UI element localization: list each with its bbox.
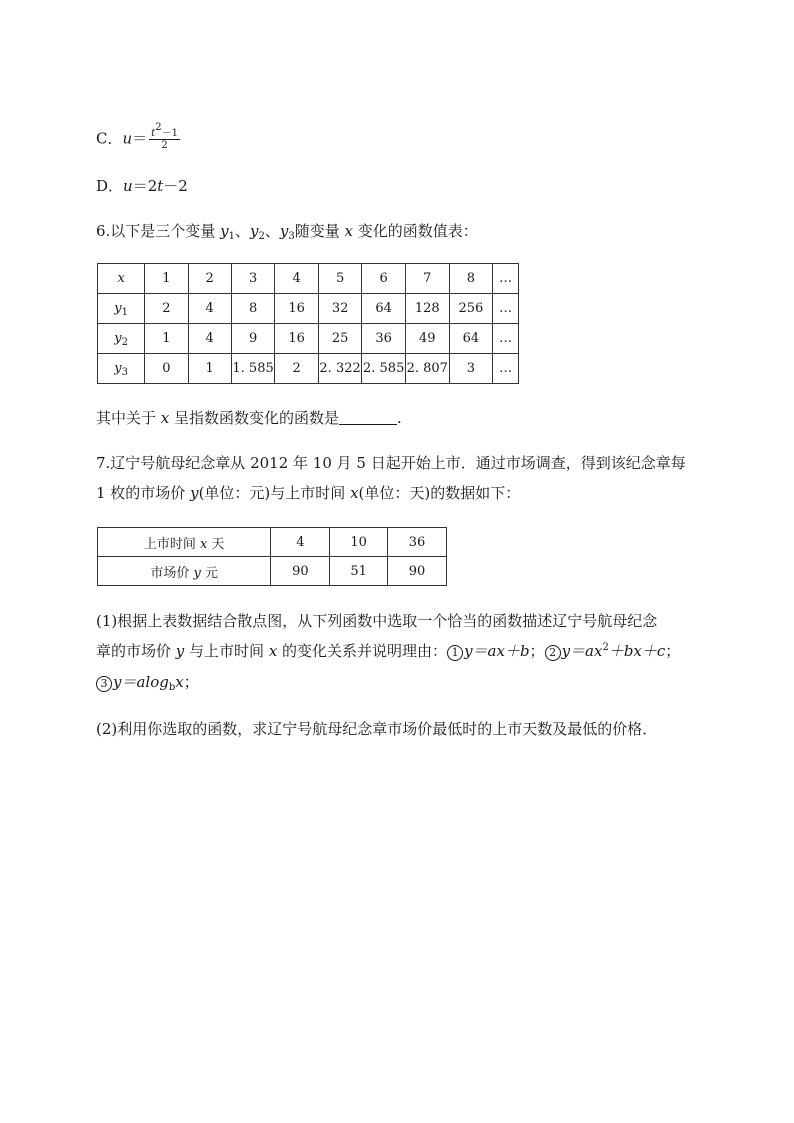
- q6-table-cell: 3: [449, 354, 493, 384]
- q6-table-cell: …: [493, 264, 519, 294]
- q7-p1-c: 的变化关系并说明理由：: [277, 642, 448, 660]
- q7-line2-a: 1 枚的市场价: [96, 484, 191, 502]
- q6-table-cell: 1: [145, 264, 188, 294]
- q6-table-row: [98, 264, 519, 294]
- q6-table-row-header: [98, 354, 145, 384]
- q7-table-row-time: [98, 528, 447, 557]
- q6-row-header-var: y: [114, 331, 122, 346]
- q6-y3-sub: 3: [288, 231, 295, 242]
- q6-function-table: [97, 263, 519, 384]
- q6-sep1: 、: [234, 222, 250, 240]
- q6-table-cell: …: [493, 354, 519, 384]
- q7-table-header-time: [98, 528, 271, 557]
- q6-y1-sub: 1: [228, 231, 235, 242]
- q6-table-row-header: [98, 324, 145, 354]
- q6-table-cell: 32: [318, 294, 362, 324]
- q6-table-cell: 128: [405, 294, 449, 324]
- q7-header-time-post: 天: [207, 536, 225, 552]
- q6-table-cell: 1. 585: [231, 354, 275, 384]
- q7-p1-x: x: [268, 642, 278, 660]
- q7-header-time-pre: 上市时间: [143, 536, 201, 552]
- q7-function-2-exp: 2: [602, 642, 609, 653]
- q6-answer-end: .: [397, 409, 402, 427]
- q6-table-cell: 2. 585: [362, 354, 406, 384]
- q6-y2-sub: 2: [258, 231, 265, 242]
- q6-table-cell: 4: [188, 324, 231, 354]
- q6-answer-prefix: 其中关于: [96, 409, 161, 427]
- q6-x: x: [344, 222, 353, 240]
- q7-part2: (2)利用你选取的函数，求辽宁号航母纪念章市场价最低时的上市天数及最低的价格．: [96, 720, 658, 738]
- q7-table-cell: 90: [271, 557, 330, 586]
- option-c: [96, 122, 180, 151]
- option-c-denominator: 2: [161, 140, 168, 151]
- q7-sep-2: ；: [665, 642, 681, 660]
- q6-row-header-var: x: [117, 271, 125, 286]
- q6-table-cell: 2: [145, 294, 188, 324]
- q6-table-cell: 8: [449, 264, 493, 294]
- q7-p1-b: 与上市时间: [184, 642, 269, 660]
- q6-y2-base: y: [249, 222, 259, 240]
- q7-line2-c: (单位：天)的数据如下：: [358, 484, 521, 502]
- q6-y3-base: y: [279, 222, 289, 240]
- q7-function-3-sub: b: [168, 682, 176, 693]
- q6-table-cell: 6: [362, 264, 406, 294]
- q6-answer-blank[interactable]: [339, 410, 397, 425]
- option-c-var: u: [122, 129, 133, 148]
- q6-table-row-header: [98, 264, 145, 294]
- q7-table-cell: 4: [271, 528, 330, 557]
- q6-table-cell: …: [493, 294, 519, 324]
- q7-line2-x: x: [350, 484, 359, 502]
- q6-table-cell: 64: [449, 324, 493, 354]
- q7-function-1: y＝ax＋b: [464, 642, 530, 660]
- q6-table-cell: 8: [231, 294, 275, 324]
- q6-table-row: [98, 354, 519, 384]
- q6-table-cell: 1: [145, 324, 188, 354]
- q7-function-3-end: ；: [183, 673, 199, 691]
- option-d-var: u: [123, 177, 133, 195]
- option-c-eq: ＝: [132, 129, 148, 148]
- q6-prompt: [96, 221, 478, 241]
- q7-line1: 7.辽宁号航母纪念章从 2012 年 10 月 5 日起开始上市．通过市场调查，得到该纪念章每: [96, 454, 686, 472]
- q6-table-cell: 64: [362, 294, 406, 324]
- q7-part1-line3: [96, 672, 199, 692]
- option-c-label: C．: [96, 129, 123, 148]
- q6-table-cell: 7: [405, 264, 449, 294]
- q6-table-cell: 49: [405, 324, 449, 354]
- q6-table-cell: 2. 322: [318, 354, 362, 384]
- q7-table-cell: 51: [330, 557, 388, 586]
- q6-table-cell: 5: [318, 264, 362, 294]
- q7-sep-1: ；: [529, 642, 545, 660]
- circled-number-3: 3: [96, 676, 112, 692]
- option-c-numerator: [149, 122, 180, 140]
- q6-answer-line: [96, 408, 402, 428]
- q7-line2-y: y: [190, 484, 199, 502]
- q6-table-cell: 256: [449, 294, 493, 324]
- q7-function-2-a: y＝ax: [561, 642, 603, 660]
- q6-table-cell: 9: [231, 324, 275, 354]
- q6-table-row: [98, 294, 519, 324]
- option-d-label: D．: [96, 177, 124, 195]
- q6-table-cell: 16: [275, 294, 318, 324]
- q6-table-row: [98, 324, 519, 354]
- q6-table-cell: 2: [275, 354, 318, 384]
- q6-table-cell: 16: [275, 324, 318, 354]
- q7-line2: [96, 483, 520, 503]
- q7-header-price-pre: 市场价: [150, 565, 194, 581]
- q6-table-cell: 2. 807: [405, 354, 449, 384]
- option-d-eq: ＝2: [132, 177, 158, 195]
- q7-table-cell: 10: [330, 528, 388, 557]
- q6-answer-suffix: 呈指数函数变化的函数是: [169, 409, 340, 427]
- q7-header-time-var: x: [200, 536, 208, 552]
- q7-function-2-b: ＋bx＋c: [608, 642, 666, 660]
- q7-line2-b: (单位：元)与上市时间: [198, 484, 351, 502]
- q6-sep2: 、: [264, 222, 280, 240]
- q6-table-cell: 36: [362, 324, 406, 354]
- q7-function-3-b: x: [175, 673, 184, 691]
- q7-table-cell: 36: [388, 528, 447, 557]
- q6-table-cell: …: [493, 324, 519, 354]
- option-d: [96, 176, 188, 196]
- q6-suffix: 变化的函数值表：: [352, 222, 478, 240]
- q7-function-3-a: y＝alog: [113, 673, 169, 691]
- q6-table-cell: 1: [188, 354, 231, 384]
- option-c-num-base: t: [151, 128, 156, 139]
- q7-p1-a: 章的市场价: [96, 642, 176, 660]
- circled-number-2: 2: [545, 645, 561, 661]
- option-d-rest: －2: [163, 177, 188, 195]
- q7-table-cell: 90: [388, 557, 447, 586]
- q7-header-price-var: y: [193, 565, 201, 581]
- q7-price-table: [97, 527, 447, 586]
- q6-prefix: 6.以下是三个变量: [96, 222, 221, 240]
- q6-y1-base: y: [220, 222, 229, 240]
- q6-row-header-var: y: [114, 361, 122, 376]
- q6-row-header-var: y: [114, 301, 122, 316]
- q7-part1-line2: [96, 641, 680, 661]
- q7-table-header-price: [98, 557, 271, 586]
- q6-mid: 随变量: [294, 222, 345, 240]
- q6-row-header-sub: 3: [121, 367, 128, 378]
- option-d-var-t: t: [157, 177, 164, 195]
- q6-table-cell: 2: [188, 264, 231, 294]
- q6-table-row-header: [98, 294, 145, 324]
- q6-table-cell: 0: [145, 354, 188, 384]
- q7-table-row-price: [98, 557, 447, 586]
- q6-table-cell: 4: [275, 264, 318, 294]
- q6-row-header-sub: 1: [121, 307, 128, 318]
- q7-part1-line1: (1)根据上表数据结合散点图，从下列函数中选取一个恰当的函数描述辽宁号航母纪念: [96, 612, 658, 630]
- q6-answer-x: x: [160, 409, 170, 427]
- q6-row-header-sub: 2: [121, 337, 128, 348]
- circled-number-1: 1: [447, 645, 463, 661]
- q6-table-cell: 4: [188, 294, 231, 324]
- q7-p1-y: y: [175, 642, 185, 660]
- q6-table-cell: 3: [231, 264, 275, 294]
- option-c-fraction: [149, 122, 180, 151]
- option-c-num-rest: －1: [161, 128, 178, 139]
- q7-header-price-post: 元: [200, 565, 219, 581]
- q6-table-cell: 25: [318, 324, 362, 354]
- option-c-num-exp: 2: [155, 122, 162, 133]
